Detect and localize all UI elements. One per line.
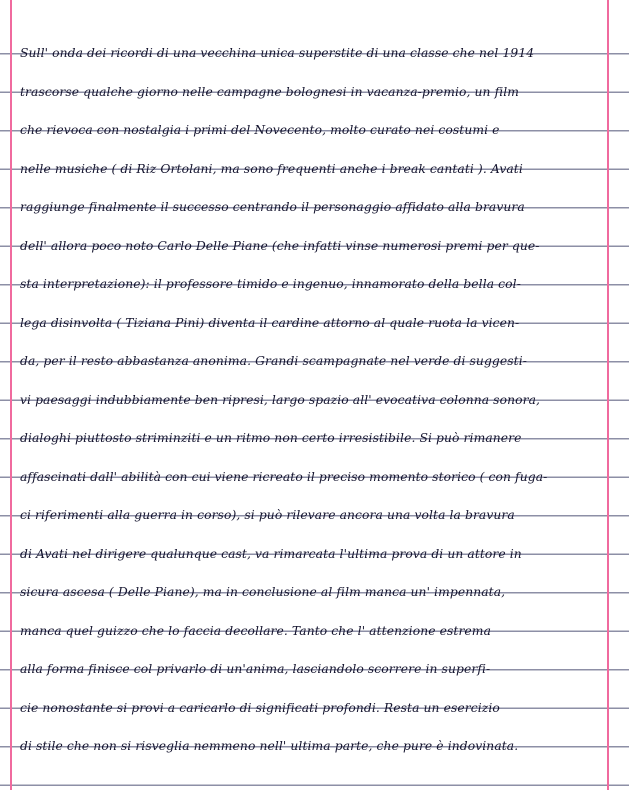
text-line: che rievoca con nostalgia i primi del Novecento, molto curato nei costumi e bbox=[20, 123, 500, 137]
text-line: cie nonostante si provi a caricarlo di significati profondi. Resta un esercizio bbox=[20, 700, 500, 715]
text-line: Sull' onda dei ricordi di una vecchina unica superstite di una classe che nel 1914 bbox=[20, 46, 535, 60]
text-line: affascinati dall' abilità con cui viene ricreato il preciso momento storico ( con fuga- bbox=[20, 469, 548, 484]
text-line: raggiunge finalmente il successo centrando il personaggio affidato alla bravura bbox=[20, 200, 525, 214]
text-line: trascorse qualche giorno nelle campagne bolognesi in vacanza-premio, un film bbox=[20, 84, 520, 99]
text-line: sicura ascesa ( Delle Piane), ma in conclusione al film manca un' impennata, bbox=[20, 585, 506, 599]
handwritten-text bbox=[20, 34, 618, 766]
text-line: sta interpretazione): il professore timido e ingenuo, innamorato della bella col- bbox=[20, 277, 521, 291]
text-line: alla forma finisce col privarlo di un'anima, lasciandolo scorrere in superfi- bbox=[20, 662, 491, 676]
text-line: lega disinvolta ( Tiziana Pini) diventa il cardine attorno al quale ruota la vicen- bbox=[20, 315, 520, 330]
text-line: di Avati nel dirigere qualunque cast, va rimarcata l'ultima prova di un attore in bbox=[20, 546, 522, 561]
left-margin-line bbox=[10, 0, 12, 790]
text-line: ci riferimenti alla guerra in corso), si può rilevare ancora una volta la bravura bbox=[20, 508, 515, 522]
text-line: dell' allora poco noto Carlo Delle Piane (che infatti vinse numerosi premi per que- bbox=[20, 238, 540, 253]
text-line: vi paesaggi indubbiamente ben ripresi, largo spazio all' evocativa colonna sonora, bbox=[20, 392, 541, 407]
text-line: nelle musiche ( di Riz Ortolani, ma sono frequenti anche i break cantati ). Avati bbox=[20, 161, 523, 176]
text-line: da, per il resto abbastanza anonima. Grandi scampagnate nel verde di suggesti- bbox=[20, 354, 528, 368]
text-line: di stile che non si risveglia nemmeno nell' ultima parte, che pure è indovinata. bbox=[20, 739, 519, 753]
text-line: manca quel guizzo che lo faccia decollare. Tanto che l' attenzione estrema bbox=[20, 623, 491, 638]
text-line: dialoghi piuttosto striminziti e un ritmo non certo irresistibile. Si può rimanere bbox=[20, 431, 522, 445]
